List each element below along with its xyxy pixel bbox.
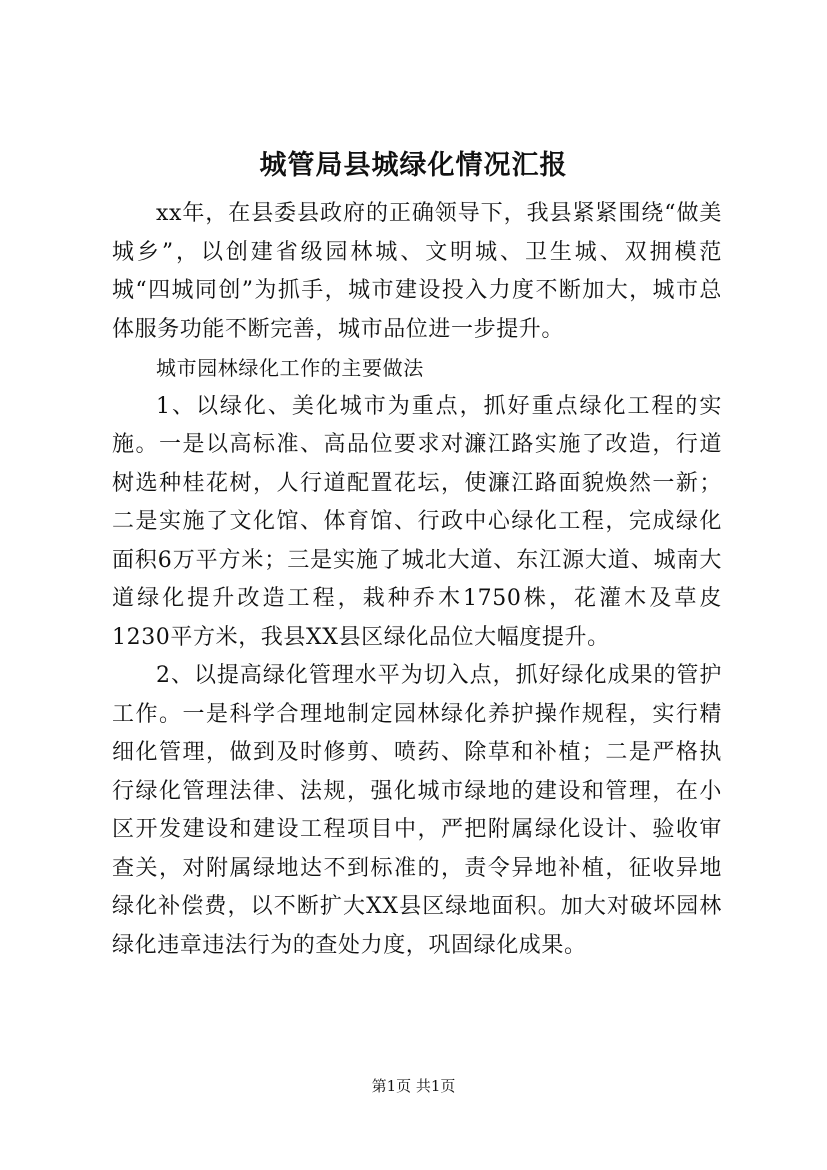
point-1-paragraph: 1、以绿化、美化城市为重点，抓好重点绿化工程的实施。一是以高标准、高品位要求对濂江路实施了改造，行道树选种桂花树，人行道配置花坛，使濂江路面貌焕然一新；二是实施了文化馆、体育馆、行政中心绿化工程，完成绿化面积6万平方米；三是实施了城北大道、东江源大道、城南大道绿化提升改造工程，栽种乔木1750株，花灌木及草皮1230平方米，我县XX县区绿化品位大幅度提升。 bbox=[112, 393, 722, 650]
document-title: 城管局县城绿化情况汇报 bbox=[259, 150, 568, 181]
intro-paragraph: xx年，在县委县政府的正确领导下，我县紧紧围绕“做美城乡”，以创建省级园林城、文明城、卫生城、双拥模范城“四城同创”为抓手，城市建设投入力度不断加大，城市总体服务功能不断完善，城市品位进一步提升。 bbox=[112, 201, 722, 342]
section-heading: 城市园林绿化工作的主要做法 bbox=[156, 356, 424, 380]
page-footer: 第1页 共1页 bbox=[371, 1077, 456, 1095]
document-body bbox=[112, 195, 722, 965]
point-2-paragraph: 2、以提高绿化管理水平为切入点，抓好绿化成果的管护工作。一是科学合理地制定园林绿化养护操作规程，实行精细化管理，做到及时修剪、喷药、除草和补植；二是严格执行绿化管理法律、法规，强化城市绿地的建设和管理，在小区开发建设和建设工程项目中，严把附属绿化设计、验收审查关，对附属绿地达不到标准的，责令异地补植，征收异地绿化补偿费，以不断扩大XX县区绿地面积。加大对破坏园林绿化违章违法行为的查处力度，巩固绿化成果。 bbox=[112, 663, 722, 958]
